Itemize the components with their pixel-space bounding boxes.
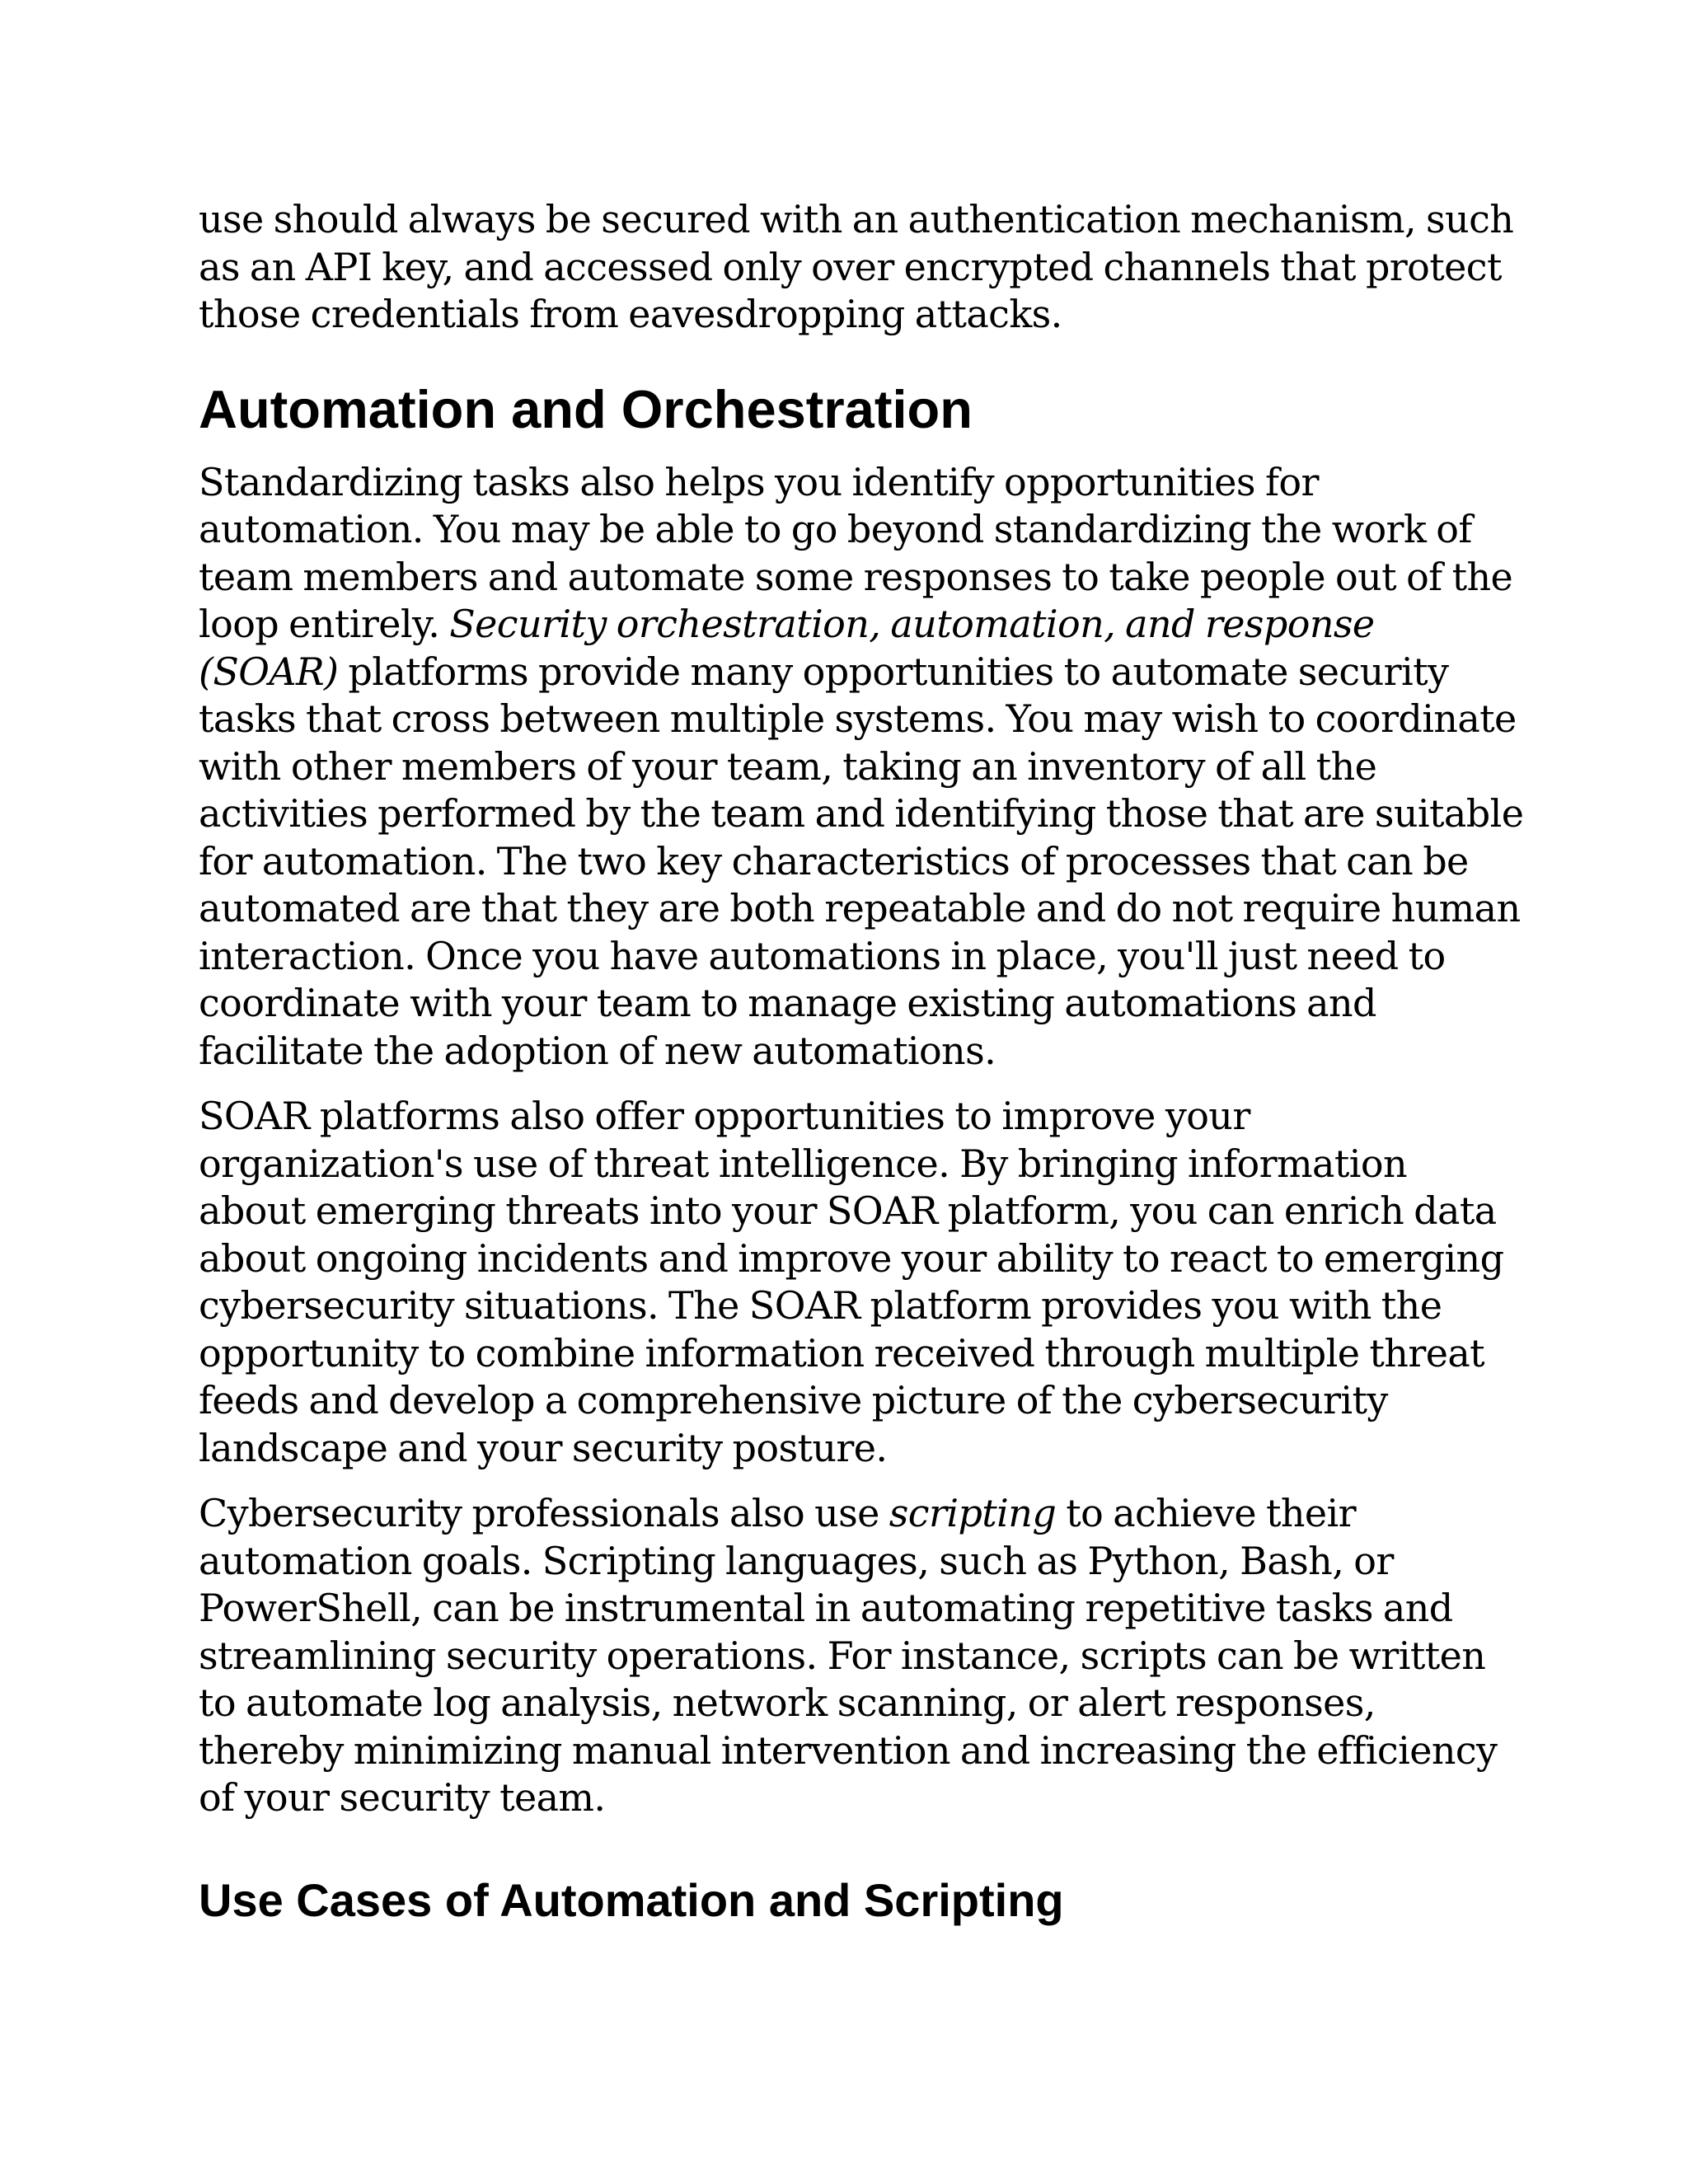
text-line: feeds and develop a comprehensive picture of the cybersecurity bbox=[199, 1378, 1388, 1422]
section-heading-use-cases: Use Cases of Automation and Scripting bbox=[199, 1873, 1064, 1926]
text-line: automation goals. Scripting languages, such as Python, Bash, or bbox=[199, 1538, 1394, 1583]
text-line: automation. You may be able to go beyond standardizing the work of bbox=[199, 507, 1472, 551]
text-line: SOAR platforms also offer opportunities to improve your bbox=[199, 1094, 1250, 1138]
text-line: facilitate the adoption of new automations. bbox=[199, 1028, 996, 1073]
text-line: tasks that cross between multiple systems. You may wish to coordinate bbox=[199, 696, 1517, 741]
text-line: Standardizing tasks also helps you identify opportunities for bbox=[199, 459, 1319, 504]
intro-paragraph bbox=[199, 196, 1514, 339]
text-line: team members and automate some responses to take people out of the bbox=[199, 554, 1513, 599]
text-line: as an API key, and accessed only over encrypted channels that protect bbox=[199, 244, 1502, 289]
soar-acronym-emphasis: (SOAR) bbox=[199, 649, 339, 694]
text-line: use should always be secured with an authentication mechanism, such bbox=[199, 197, 1514, 241]
paragraph-scripting bbox=[199, 1490, 1497, 1822]
text-line: streamlining security operations. For instance, scripts can be written bbox=[199, 1633, 1486, 1678]
text-run: loop entirely. bbox=[199, 602, 450, 646]
text-run: platforms provide many opportunities to automate security bbox=[338, 649, 1449, 694]
text-line: with other members of your team, taking an inventory of all the bbox=[199, 743, 1377, 789]
text-line: PowerShell, can be instrumental in automating repetitive tasks and bbox=[199, 1586, 1453, 1630]
text-line: coordinate with your team to manage existing automations and bbox=[199, 981, 1376, 1025]
text-line: opportunity to combine information received through multiple threat bbox=[199, 1330, 1485, 1376]
text-line: to automate log analysis, network scanning, or alert responses, bbox=[199, 1680, 1376, 1725]
document-page bbox=[199, 196, 1524, 1929]
text-line: thereby minimizing manual intervention and increasing the efficiency bbox=[199, 1727, 1498, 1773]
soar-term-emphasis: Security orchestration, automation, and response bbox=[449, 602, 1375, 646]
text-line: organization's use of threat intelligence. By bringing information bbox=[199, 1141, 1407, 1186]
paragraph-soar-threat-intel bbox=[199, 1093, 1504, 1472]
text-line: cybersecurity situations. The SOAR platform provides you with the bbox=[199, 1283, 1442, 1328]
text-run: to achieve their bbox=[1056, 1491, 1357, 1535]
text-line bbox=[199, 601, 1497, 649]
text-line: landscape and your security posture. bbox=[199, 1425, 888, 1470]
text-line: activities performed by the team and identifying those that are suitable bbox=[199, 791, 1524, 836]
text-line: those credentials from eavesdropping attacks. bbox=[199, 292, 1062, 336]
text-line bbox=[199, 1490, 1497, 1538]
text-line: interaction. Once you have automations in place, you'll just need to bbox=[199, 933, 1446, 978]
text-line: of your security team. bbox=[199, 1775, 606, 1820]
section-heading-automation-orchestration: Automation and Orchestration bbox=[199, 378, 973, 439]
text-line: for automation. The two key characteristics of processes that can be bbox=[199, 838, 1469, 883]
text-run: Cybersecurity professionals also use bbox=[199, 1491, 889, 1535]
text-line: about ongoing incidents and improve your ability to react to emerging bbox=[199, 1235, 1504, 1281]
text-line: automated are that they are both repeatable and do not require human bbox=[199, 886, 1521, 930]
scripting-emphasis: scripting bbox=[889, 1491, 1057, 1535]
text-line bbox=[199, 649, 1497, 696]
paragraph-standardizing bbox=[199, 459, 1524, 1076]
text-line: about emerging threats into your SOAR platform, you can enrich data bbox=[199, 1188, 1497, 1233]
